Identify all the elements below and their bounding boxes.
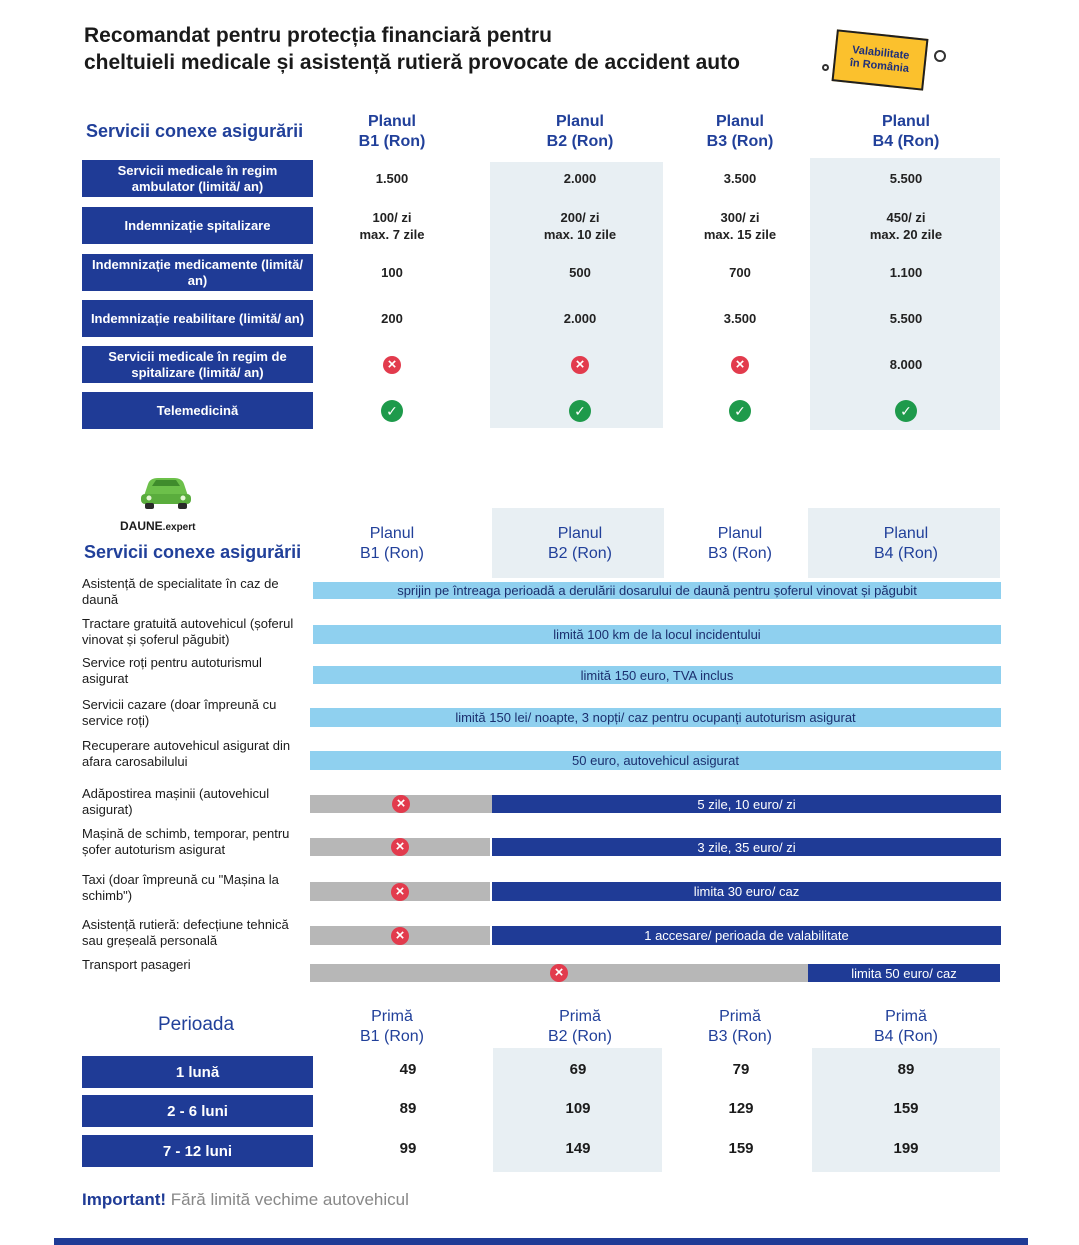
section3-title: Perioada [158,1014,235,1035]
plan-header-line2: B1 (Ron) [359,1028,425,1045]
brand-logo [120,519,195,533]
brand-suffix: .expert [162,522,196,533]
plan-header-line1: Planul [883,525,929,542]
important-text: Fără limită vechime autovehicul [166,1190,409,1209]
title-line-1: Recomandat pentru protecția financiară pentru [84,24,552,47]
value-text: 300/ zi max. 15 zile [703,209,777,242]
badge-line-2: în România [849,56,910,76]
value-text: 200/ zi max. 10 zile [543,209,617,242]
plan-header-1 [317,112,467,152]
validity-tag [832,29,929,90]
price-value: 159 [893,1100,919,1117]
value-cell [665,392,815,429]
plan-header-line1: Planul [881,113,930,130]
service-label: Indemnizație spitalizare [82,207,313,244]
value-text: 500 [569,265,591,280]
plan-header-line2: B3 (Ron) [707,545,773,562]
not-included-bar [310,882,490,901]
plan-header-3 [665,1007,815,1047]
x-circle-icon [391,838,409,856]
bottom-divider [54,1238,1028,1245]
page-title [84,22,824,76]
service-label: Asistență de specialitate în caz de daună [82,576,279,607]
service-label: Indemnizație reabilitare (limită/ an) [82,300,313,337]
value-text: 700 [729,265,751,280]
price-value: 109 [565,1100,591,1117]
value-cell [505,160,655,197]
value-text: 2.000 [563,171,597,186]
service-label: Servicii medicale în regim ambulator (limită/ an) [82,160,313,197]
plan-header-line2: B1 (Ron) [358,133,426,150]
coverage-bar: limita 30 euro/ caz [492,882,1001,901]
plan-header-line1: Primă [371,1008,413,1025]
plan-header-3 [665,112,815,152]
coverage-bar: 50 euro, autovehicul asigurat [310,751,1001,770]
plan-header-1 [317,1007,467,1047]
value-cell [831,160,981,197]
period-label: 2 - 6 luni [82,1095,313,1127]
price-value: 49 [399,1061,417,1078]
column-bg-b2 [490,162,663,428]
important-note [82,1190,409,1210]
value-cell [505,300,655,337]
period-label: 1 lună [82,1056,313,1088]
plan-header-line1: Planul [369,525,415,542]
value-cell [505,207,655,244]
plan-header-line2: B4 (Ron) [873,1028,939,1045]
price-value: 99 [399,1140,417,1157]
x-circle-icon [571,356,589,374]
service-label: Service roți pentru autoturismul asigurat [82,655,262,686]
plan-header-line2: B4 (Ron) [872,133,940,150]
plan-header-line1: Primă [719,1008,761,1025]
column-bg-b4 [810,158,1000,430]
x-circle-icon [391,883,409,901]
plan-header-line2: B3 (Ron) [707,1028,773,1045]
price-value: 89 [897,1061,915,1078]
service-label: Recuperare autovehicul asigurat din afara carosabilului [82,738,291,769]
value-cell [317,300,467,337]
important-label: Important! [82,1190,167,1209]
coverage-bar: sprijin pe întreaga perioadă a derulării dosarului de daună pentru șoferul vinovat și păgubit [313,582,1001,599]
plan-header-2 [505,524,655,564]
plan-header-1 [317,524,467,564]
value-cell [505,254,655,291]
plan-header-line2: B2 (Ron) [547,545,613,562]
value-text: 3.500 [723,311,757,326]
coverage-bar: limită 100 km de la locul incidentului [313,625,1001,644]
value-text: 100/ zi max. 7 zile [359,209,425,242]
brand-name: DAUNE [120,519,163,533]
tag-hole-icon [934,50,946,62]
plan-header-line2: B2 (Ron) [546,133,614,150]
x-circle-icon [550,964,568,982]
plan-header-line1: Planul [555,113,604,130]
service-label: Telemedicină [82,392,313,429]
section2-title: Servicii conexe asigurării [84,542,302,562]
validity-badge [822,28,952,98]
value-text: 3.500 [723,171,757,186]
price-value: 79 [732,1061,750,1078]
not-included-bar [310,795,492,813]
value-text: 5.500 [889,311,923,326]
value-text: 2.000 [563,311,597,326]
value-cell [505,346,655,383]
service-label: Adăpostirea mașinii (autovehicul asigurat) [82,786,270,817]
check-circle-icon [895,400,917,422]
price-value: 89 [399,1100,417,1117]
value-cell [665,160,815,197]
value-text: 5.500 [889,171,923,186]
x-circle-icon [392,795,410,813]
plan-header-3 [665,524,815,564]
service-label: Transport pasageri [82,957,191,972]
value-text: 100 [381,265,403,280]
badge-dot-icon [822,64,829,71]
service-label: Taxi (doar împreună cu "Mașina la schimb") [82,872,279,903]
value-cell [665,346,815,383]
title-line-2: cheltuieli medicale și asistență rutieră provocate de accident auto [84,51,740,74]
plan-header-line1: Planul [717,525,763,542]
price-value: 149 [565,1140,591,1157]
plan-header-4 [831,112,981,152]
section1-title: Servicii conexe asigurării [86,121,304,141]
price-value: 69 [569,1061,587,1078]
x-circle-icon [391,927,409,945]
value-text: 200 [381,311,403,326]
not-included-bar [310,838,490,856]
plan-header-4 [831,524,981,564]
plan-header-line1: Planul [557,525,603,542]
service-label: Servicii medicale în regim de spitalizare (limită/ an) [82,346,313,383]
plan-header-line2: B1 (Ron) [359,545,425,562]
value-cell [831,254,981,291]
coverage-bar: limită 150 lei/ noapte, 3 nopți/ caz pentru ocupanți autoturism asigurat [310,708,1001,727]
not-included-bar [310,964,808,982]
check-circle-icon [569,400,591,422]
badge-line-1: Valabilitate [851,44,910,63]
service-label: Mașină de schimb, temporar, pentru șofer autoturism asigurat [82,826,290,857]
plan-header-line1: Planul [715,113,764,130]
value-text: 1.500 [375,171,409,186]
x-circle-icon [383,356,401,374]
plan-header-line2: B3 (Ron) [706,133,774,150]
x-circle-icon [731,356,749,374]
service-label: Asistență rutieră: defecțiune tehnică sau greșeală personală [82,917,289,948]
price-value: 159 [728,1140,754,1157]
value-cell [831,207,981,244]
plan-header-4 [831,1007,981,1047]
period-label: 7 - 12 luni [82,1135,313,1167]
car-icon [138,470,194,510]
value-text: 450/ zi max. 20 zile [869,209,943,242]
value-cell [317,392,467,429]
check-circle-icon [729,400,751,422]
service-label: Tractare gratuită autovehicul (șoferul vinovat și șoferul păgubit) [82,616,294,647]
value-cell [665,254,815,291]
plan-header-2 [505,112,655,152]
coverage-bar: 3 zile, 35 euro/ zi [492,838,1001,856]
coverage-bar: limita 50 euro/ caz [808,964,1000,982]
value-text: 1.100 [889,265,923,280]
value-cell [505,392,655,429]
plan-header-line2: B2 (Ron) [547,1028,613,1045]
value-cell [317,346,467,383]
value-cell [831,392,981,429]
plan-header-line1: Primă [559,1008,601,1025]
plan-header-2 [505,1007,655,1047]
value-cell [831,346,981,383]
value-cell [665,207,815,244]
plan-header-line1: Planul [367,113,416,130]
coverage-bar: limită 150 euro, TVA inclus [313,666,1001,684]
check-circle-icon [381,400,403,422]
coverage-bar: 1 accesare/ perioada de valabilitate [492,926,1001,945]
coverage-bar: 5 zile, 10 euro/ zi [492,795,1001,813]
value-cell [317,160,467,197]
plan-header-line1: Primă [885,1008,927,1025]
value-cell [831,300,981,337]
value-cell [665,300,815,337]
value-text: 8.000 [889,357,923,372]
price-value: 129 [728,1100,754,1117]
price-value: 199 [893,1140,919,1157]
value-cell [317,207,467,244]
value-cell [317,254,467,291]
plan-header-line2: B4 (Ron) [873,545,939,562]
service-label: Servicii cazare (doar împreună cu service roți) [82,697,277,728]
service-label: Indemnizație medicamente (limită/ an) [82,254,313,291]
not-included-bar [310,926,490,945]
